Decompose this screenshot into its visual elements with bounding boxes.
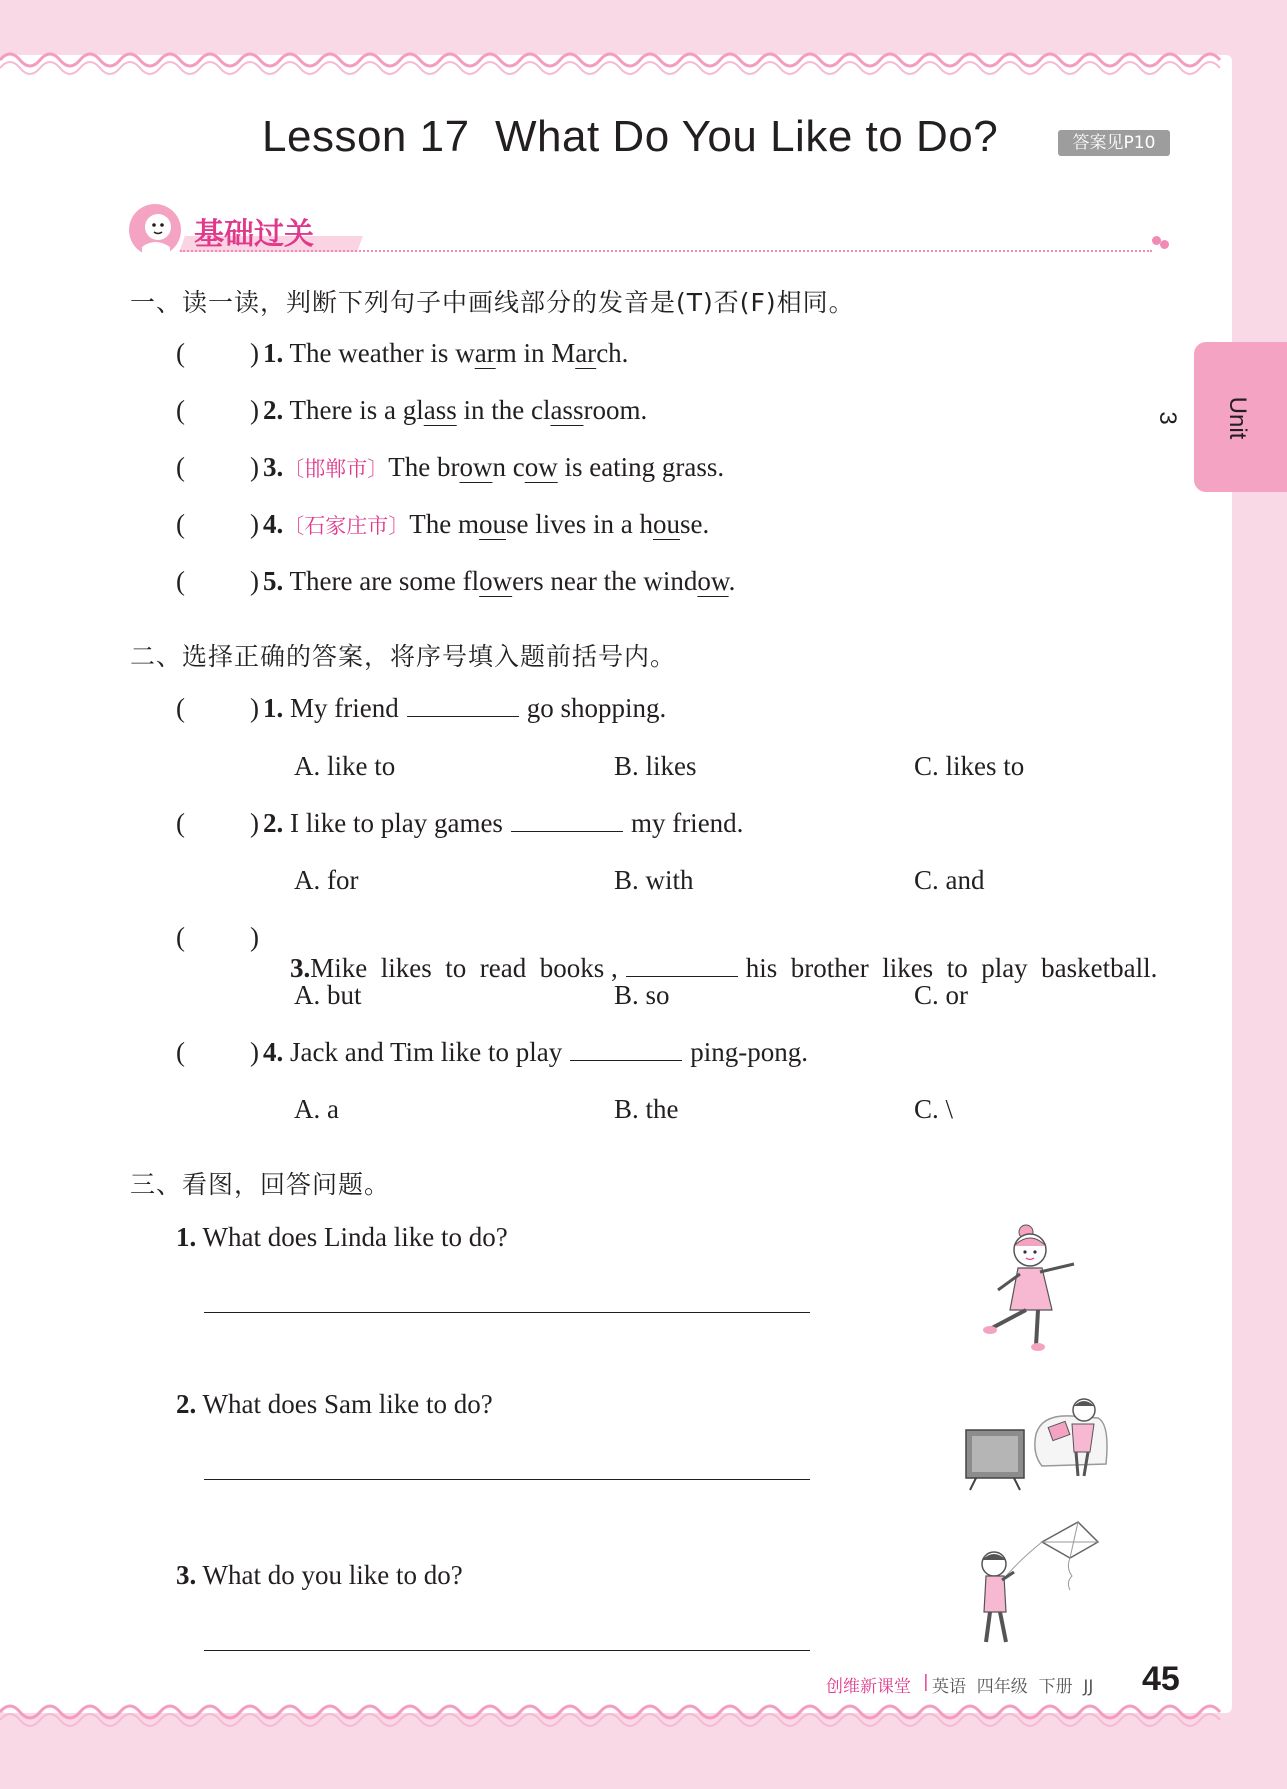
underlined-sound: ar (575, 338, 597, 368)
answer-paren-close: ) (250, 509, 259, 539)
fill-blank[interactable] (407, 694, 519, 717)
mascot-icon (128, 203, 182, 257)
fill-blank[interactable] (570, 1038, 682, 1061)
question-number: 4. (263, 1037, 284, 1067)
city-tag: 〔石家庄市〕 (283, 514, 410, 538)
question-number: 1. (176, 1222, 197, 1252)
underlined-sound: ass (550, 395, 584, 425)
answer-line[interactable] (204, 1312, 810, 1313)
underlined-sound: ou (652, 509, 680, 539)
question-number: 5. (263, 566, 284, 596)
underlined-sound: ow (459, 452, 493, 482)
page-number: 45 (1142, 1660, 1180, 1698)
option-b: B. likes (614, 751, 697, 781)
dancing-girl-illustration (978, 1222, 1094, 1352)
fill-blank[interactable] (511, 809, 623, 832)
lesson-title (262, 112, 998, 172)
answer-paren-open: ( (176, 693, 185, 723)
option-a: A. for (294, 865, 359, 895)
question-number: 1. (263, 693, 284, 723)
question-number: 3. (290, 953, 311, 983)
underlined-sound: ass (423, 395, 457, 425)
answer-paren-close: ) (250, 566, 259, 596)
lesson-number: Lesson 17 (262, 112, 470, 161)
footer-separator: | (923, 1672, 929, 1692)
answer-paren-open: ( (176, 452, 185, 482)
question-number: 3. (263, 452, 284, 482)
option-c: C. \ (914, 1094, 954, 1124)
option-a: A. like to (294, 751, 396, 781)
section-title: 基础过关 (194, 217, 314, 252)
decor-dot (1160, 240, 1169, 249)
answer-paren-close: ) (250, 808, 259, 838)
answer-paren-open: ( (176, 338, 185, 368)
answer-reference-tag: 答案见P10 (1058, 130, 1170, 156)
lesson-name: What Do You Like to Do? (495, 112, 999, 161)
city-tag: 〔邯郸市〕 (283, 457, 389, 481)
answer-paren-open: ( (176, 922, 185, 952)
answer-paren-open: ( (176, 808, 185, 838)
kid-flying-kite-illustration (970, 1518, 1102, 1648)
answer-paren-close: ) (250, 922, 259, 952)
question-number: 2. (263, 808, 284, 838)
option-c: C. and (914, 865, 985, 895)
option-b: B. so (614, 980, 670, 1010)
underlined-sound: ar (474, 338, 496, 368)
section-dotted-line (180, 250, 1152, 252)
answer-paren-open: ( (176, 509, 185, 539)
option-c: C. or (914, 980, 968, 1010)
underlined-sound: ow (479, 566, 513, 596)
fill-blank[interactable] (626, 954, 738, 977)
boy-watching-tv-illustration (962, 1394, 1114, 1494)
unit-label: Unit 3 (1154, 396, 1251, 440)
part1-heading: 一、读一读，判断下列句子中画线部分的发音是(T)否(F)相同。 (130, 288, 855, 317)
question-text: What does Linda like to do? (202, 1222, 508, 1252)
question-number: 2. (263, 395, 284, 425)
question-number: 2. (176, 1389, 197, 1419)
part3-heading: 三、看图，回答问题。 (130, 1170, 391, 1199)
answer-paren-open: ( (176, 395, 185, 425)
option-b: B. the (614, 1094, 679, 1124)
option-a: A. a (294, 1094, 339, 1124)
option-a: A. but (294, 980, 362, 1010)
question-text: What do you like to do? (202, 1560, 463, 1590)
question-number: 1. (263, 338, 284, 368)
wavy-border-top (0, 40, 1240, 80)
answer-paren-close: ) (250, 338, 259, 368)
question-number: 3. (176, 1560, 197, 1590)
answer-line[interactable] (204, 1479, 810, 1480)
part2-heading: 二、选择正确的答案，将序号填入题前括号内。 (130, 642, 677, 671)
wavy-border-bottom (0, 1698, 1240, 1738)
footer-brand: 创维新课堂 (826, 1677, 911, 1697)
answer-line[interactable] (204, 1650, 810, 1651)
option-c: C. likes to (914, 751, 1025, 781)
footer-book-info: 英语 四年级 下册 JJ (932, 1677, 1094, 1697)
answer-paren-close: ) (250, 1037, 259, 1067)
underlined-sound: ou (478, 509, 506, 539)
option-b: B. with (614, 865, 694, 895)
answer-paren-open: ( (176, 566, 185, 596)
answer-paren-close: ) (250, 693, 259, 723)
underlined-sound: ow (697, 566, 729, 596)
underlined-sound: ow (524, 452, 558, 482)
question-number: 4. (263, 509, 284, 539)
answer-paren-close: ) (250, 452, 259, 482)
answer-paren-close: ) (250, 395, 259, 425)
question-text: What does Sam like to do? (202, 1389, 493, 1419)
answer-paren-open: ( (176, 1037, 185, 1067)
